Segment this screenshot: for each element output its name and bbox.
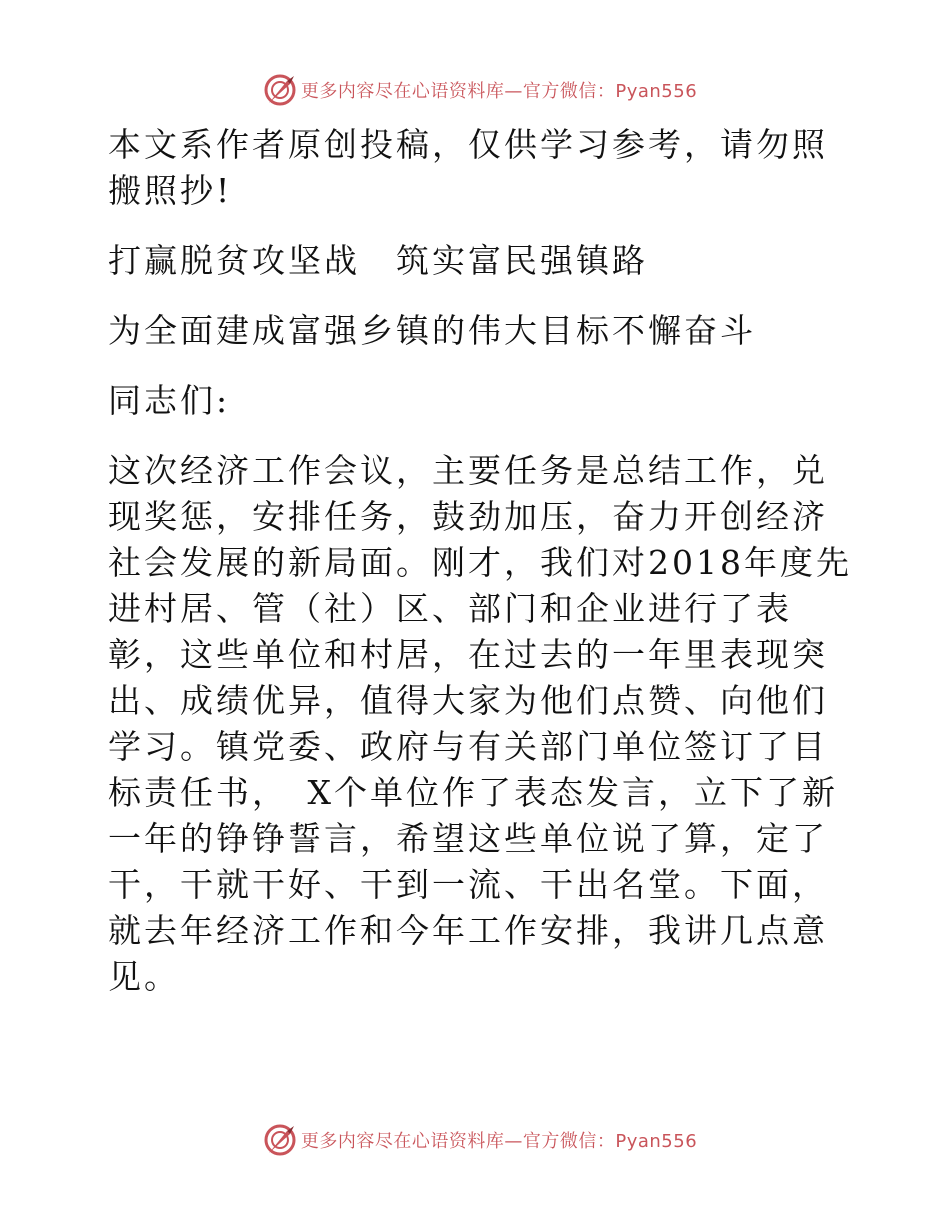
- document-body: [100, 122, 860, 1000]
- document-subtitle: 为全面建成富强乡镇的伟大目标不懈奋斗: [108, 311, 756, 350]
- quill-pen-logo-icon: [263, 73, 297, 107]
- body-paragraph: 这次经济工作会议，主要任务是总结工作，兑现奖惩，安排任务，鼓劲加压，奋力开创经济社会发展的新局面。刚才，我们对2018年度先进村居、管（社）区、部门和企业进行了表彰，这些单位和村居，在过去的一年里表现突出、成绩优异，值得大家为他们点赞、向他们学习。镇党委、政府与有关部门单位签订了目标责任书， X个单位作了表态发言，立下了新一年的铮铮誓言，希望这些单位说了算，定了干，干就干好、干到一流、干出名堂。下面，就去年经济工作和今年工作安排，我讲几点意见。: [108, 451, 852, 996]
- quill-pen-logo-icon: [263, 1123, 297, 1157]
- banner-text: 更多内容尽在心语资料库—官方微信：Pyan556: [300, 81, 698, 102]
- document-title: 打赢脱贫攻坚战 筑实富民强镇路: [108, 241, 648, 280]
- salutation: 同志们:: [108, 381, 231, 420]
- banner-text: 更多内容尽在心语资料库—官方微信：Pyan556: [300, 1131, 698, 1152]
- notice-text: 本文系作者原创投稿，仅供学习参考，请勿照搬照抄!: [108, 125, 828, 210]
- header-banner: [0, 70, 950, 110]
- footer-banner: [0, 1120, 950, 1160]
